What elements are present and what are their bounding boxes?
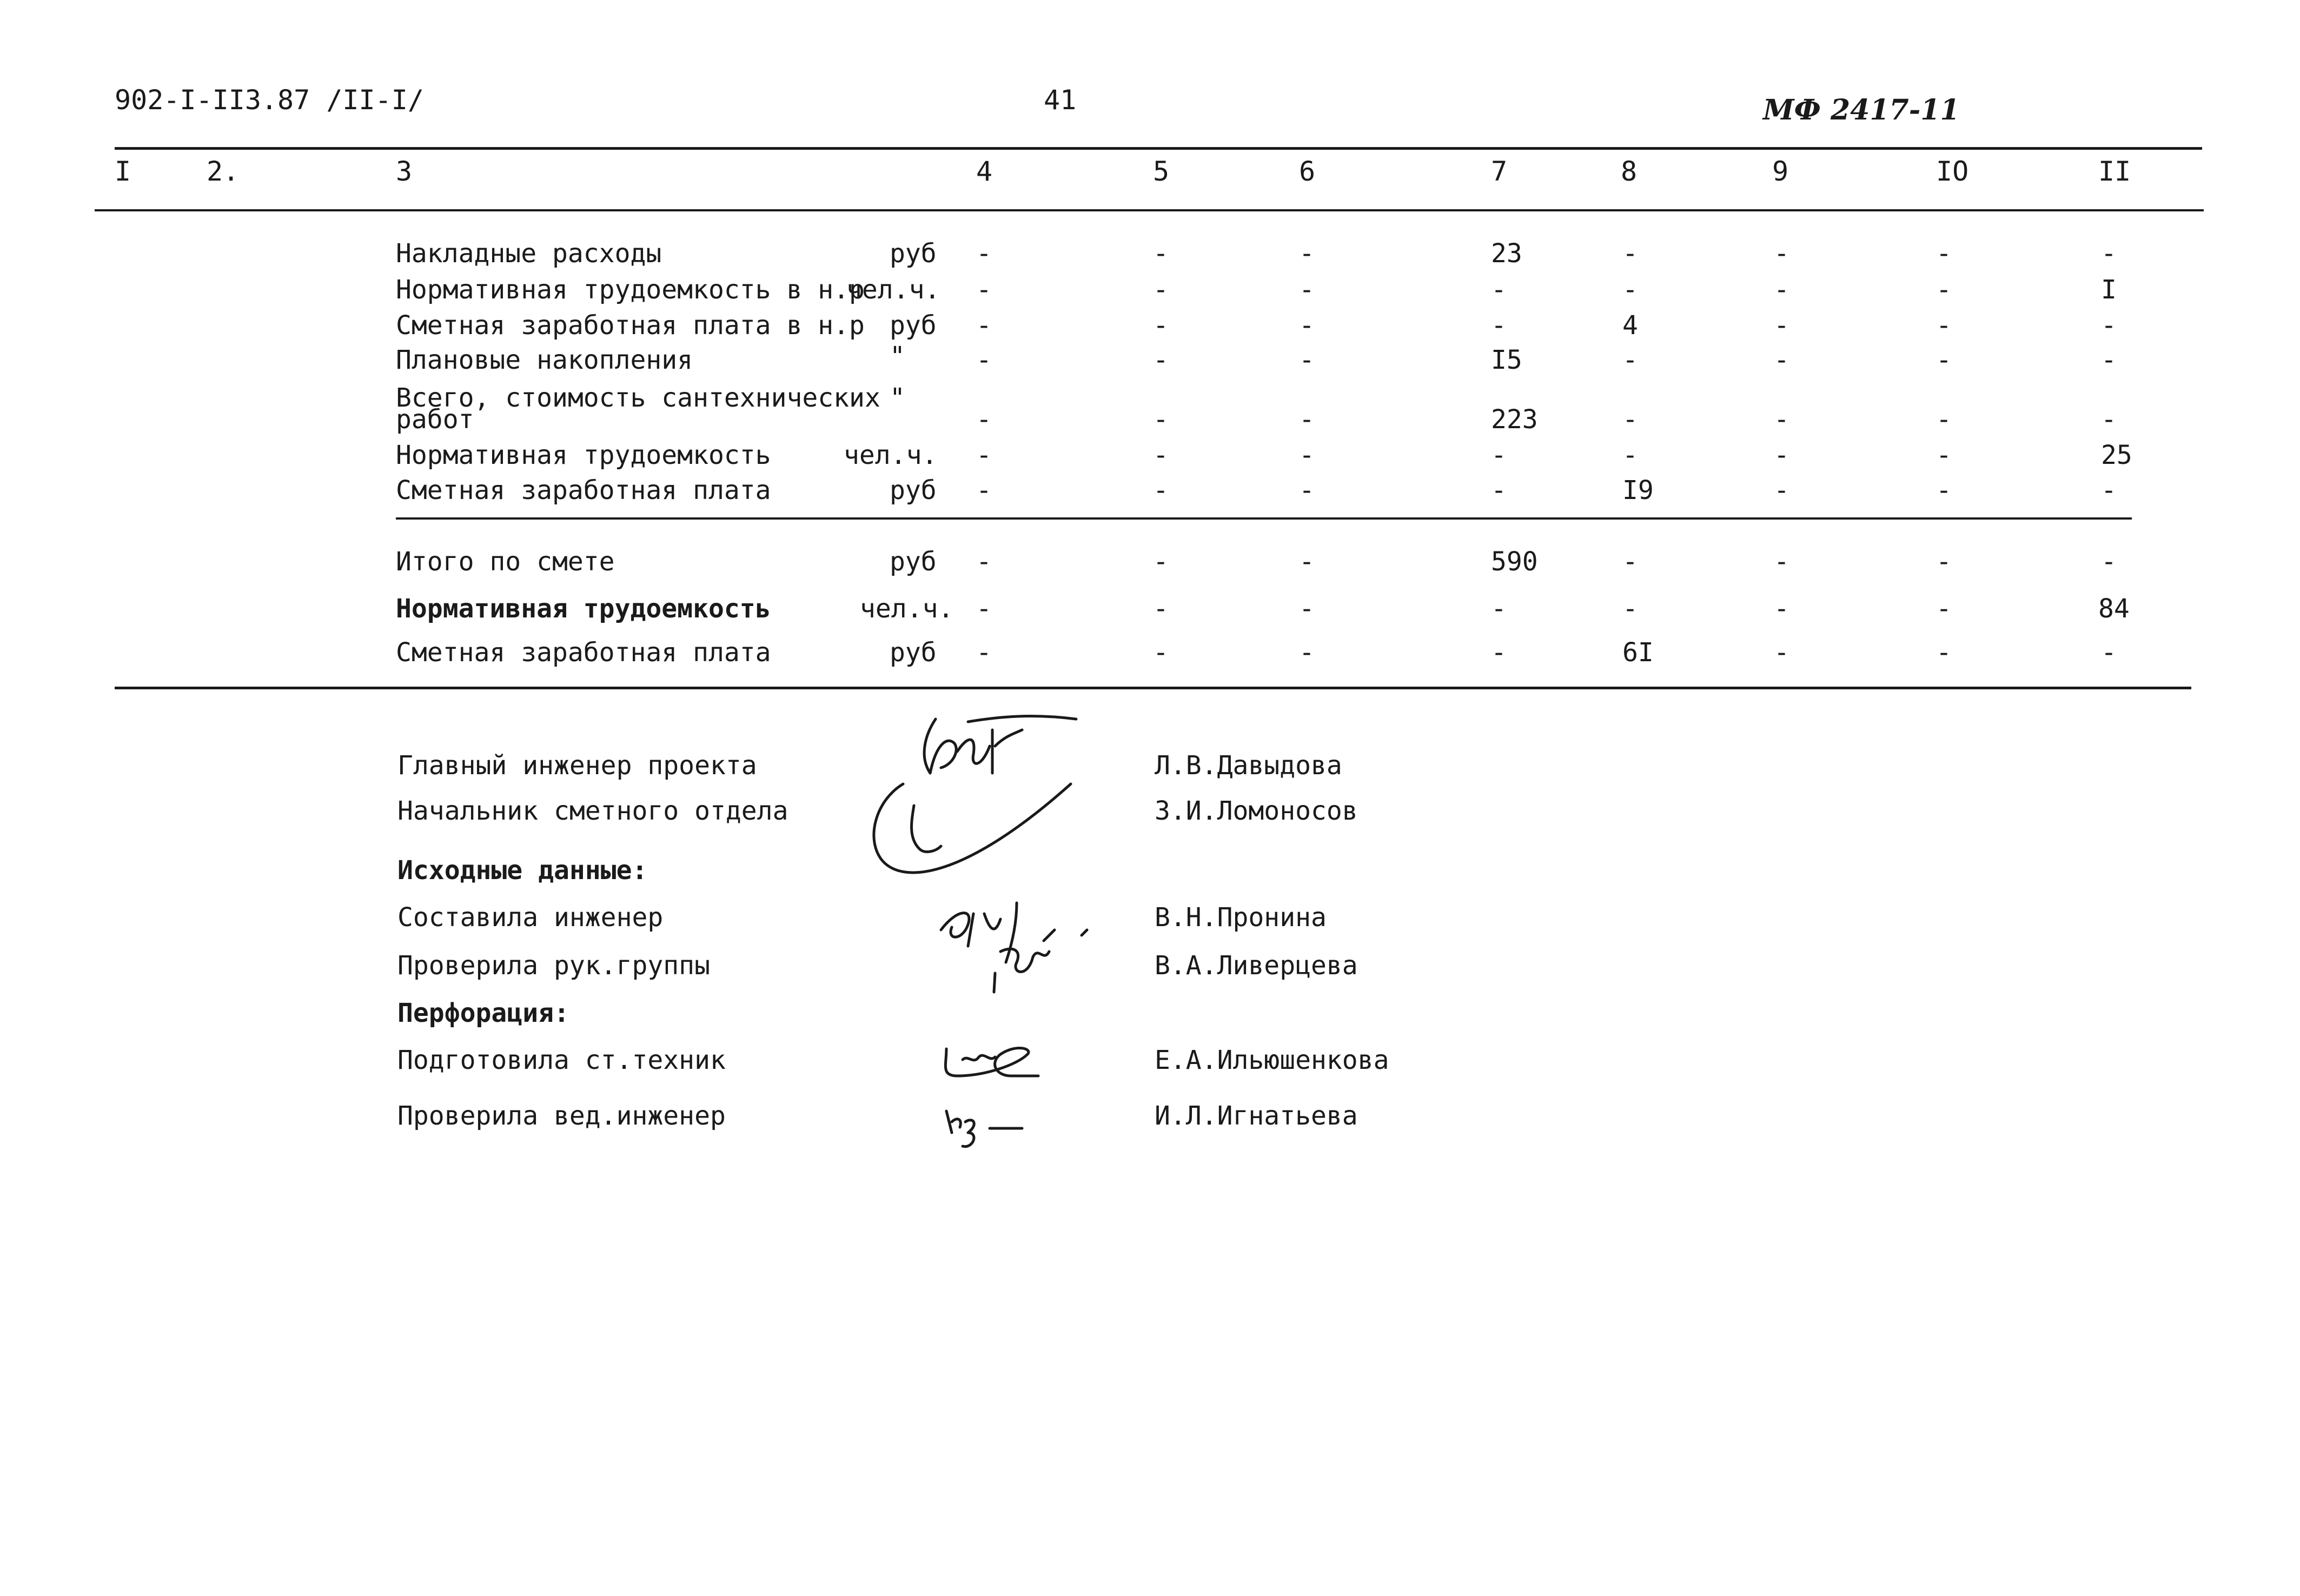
cell: -: [1299, 310, 1315, 341]
signature-name: З.И.Ломоносов: [1155, 796, 1358, 826]
cell: 4: [1622, 310, 1638, 341]
row-label-continued: работ: [396, 404, 474, 435]
signature-name: Е.А.Ильюшенкова: [1155, 1045, 1389, 1075]
row-unit: чел.ч.: [846, 275, 940, 305]
cell: -: [1153, 404, 1169, 435]
cell: 6I: [1622, 637, 1654, 668]
cell: -: [2101, 238, 2117, 269]
row-unit: руб: [890, 310, 937, 341]
cell: -: [1622, 404, 1638, 435]
cell: I: [2101, 275, 2117, 305]
cell: -: [976, 637, 992, 668]
cell: -: [2101, 547, 2117, 577]
cell: -: [1299, 275, 1315, 305]
cell: -: [1299, 594, 1315, 624]
cell: -: [1936, 440, 1952, 470]
cell: I5: [1491, 345, 1522, 375]
cell: -: [1774, 310, 1789, 341]
cell: -: [1153, 310, 1169, 341]
cell: -: [1299, 637, 1315, 668]
cell: -: [976, 275, 992, 305]
cell: -: [1299, 238, 1315, 269]
cell: -: [1299, 345, 1315, 375]
cell: -: [1491, 310, 1507, 341]
cell: -: [1936, 275, 1952, 305]
row-unit: чел.ч.: [844, 440, 938, 470]
cell: 590: [1491, 547, 1538, 577]
row-unit: чел.ч.: [860, 594, 954, 624]
cell: -: [2101, 404, 2117, 435]
cell: -: [2101, 310, 2117, 341]
signature-role: Главный инженер проекта: [397, 750, 757, 781]
row-unit: руб: [890, 637, 937, 668]
cell: -: [1491, 275, 1507, 305]
page-number: 41: [1044, 84, 1077, 116]
row-unit: ": [890, 383, 905, 413]
handwritten-code: МФ 2417-11: [1763, 94, 1960, 127]
cell: -: [1936, 547, 1952, 577]
chief-engineer-signature: [860, 714, 1087, 897]
row-label: Всего, стоимость сантехнических: [396, 383, 880, 413]
row-label: Нормативная трудоемкость: [396, 440, 771, 470]
cell: -: [1936, 594, 1952, 624]
cell: -: [976, 594, 992, 624]
cell: -: [976, 345, 992, 375]
row-label: Итого по смете: [396, 547, 615, 577]
row-label: Сметная заработная плата в н.р: [396, 310, 865, 341]
cell: -: [1491, 475, 1507, 506]
cell: I9: [1622, 475, 1654, 506]
signature-name: Л.В.Давыдова: [1155, 750, 1342, 781]
cell: -: [1774, 547, 1789, 577]
cell: 25: [2101, 440, 2132, 470]
signature-role: Начальник сметного отдела: [397, 796, 788, 826]
row-unit: ": [890, 341, 905, 371]
cell: -: [1622, 547, 1638, 577]
column-header: 5: [1153, 156, 1170, 187]
header-rule: [95, 209, 2204, 211]
technician-signature: [936, 1033, 1044, 1098]
cell: -: [976, 440, 992, 470]
cell: 23: [1491, 238, 1522, 269]
cell: -: [1936, 238, 1952, 269]
cell: 223: [1491, 404, 1538, 435]
signature-role: Проверила вед.инженер: [397, 1101, 726, 1131]
signature-name: И.Л.Игнатьева: [1155, 1101, 1358, 1131]
cell: -: [1299, 547, 1315, 577]
cell: -: [1774, 475, 1789, 506]
cell: -: [1774, 594, 1789, 624]
signature-role: Составила инженер: [397, 902, 664, 933]
cell: -: [1774, 238, 1789, 269]
subtotal-rule: [396, 517, 2132, 520]
cell: -: [2101, 475, 2117, 506]
column-header: 9: [1772, 156, 1789, 187]
cell: -: [1299, 475, 1315, 506]
cell: -: [1153, 637, 1169, 668]
cell: -: [1774, 404, 1789, 435]
cell: -: [1622, 594, 1638, 624]
signature-role: Подготовила ст.техник: [397, 1045, 726, 1075]
cell: -: [1936, 310, 1952, 341]
signature-role: Проверила рук.группы: [397, 950, 710, 981]
row-label: Плановые накопления: [396, 345, 693, 375]
cell: -: [1622, 345, 1638, 375]
cell: -: [1936, 475, 1952, 506]
cell: -: [1153, 238, 1169, 269]
row-label: Сметная заработная плата: [396, 475, 771, 506]
cell: -: [976, 547, 992, 577]
cell: -: [1491, 594, 1507, 624]
document-code: 902-I-II3.87 /II-I/: [115, 84, 424, 116]
cell: -: [976, 310, 992, 341]
cell: -: [1153, 547, 1169, 577]
signature-name: В.А.Ливерцева: [1155, 950, 1358, 981]
cell: -: [1774, 637, 1789, 668]
cell: -: [976, 238, 992, 269]
top-rule: [115, 147, 2202, 150]
cell: -: [976, 475, 992, 506]
row-unit: руб: [890, 475, 937, 506]
cell: -: [1491, 637, 1507, 668]
cell: -: [1153, 275, 1169, 305]
row-label: Сметная заработная плата: [396, 637, 771, 668]
signature-name: В.Н.Пронина: [1155, 902, 1327, 933]
cell: -: [1153, 345, 1169, 375]
cell: -: [1153, 475, 1169, 506]
row-unit: руб: [890, 547, 937, 577]
cell: -: [1491, 440, 1507, 470]
cell: -: [1153, 594, 1169, 624]
cell: 84: [2098, 594, 2130, 624]
cell: -: [1936, 345, 1952, 375]
bottom-rule: [115, 687, 2191, 689]
column-header: IO: [1936, 156, 1969, 187]
lead-engineer-signature: [941, 1100, 1033, 1154]
row-label: Нормативная трудоемкость в н.р: [396, 275, 865, 305]
column-header: I: [115, 156, 131, 187]
cell: -: [1153, 440, 1169, 470]
row-label: Накладные расходы: [396, 238, 662, 269]
column-header: 3: [396, 156, 413, 187]
cell: -: [1622, 440, 1638, 470]
cell: -: [1774, 440, 1789, 470]
column-header: 8: [1621, 156, 1638, 187]
column-header: 2.: [207, 156, 240, 187]
cell: -: [976, 404, 992, 435]
cell: -: [1936, 637, 1952, 668]
cell: -: [1774, 345, 1789, 375]
cell: -: [1622, 275, 1638, 305]
row-label: Нормативная трудоемкость: [396, 594, 771, 624]
column-header: 6: [1299, 156, 1316, 187]
section-label: Исходные данные:: [397, 855, 648, 886]
cell: -: [1774, 275, 1789, 305]
column-header: II: [2098, 156, 2131, 187]
cell: -: [2101, 345, 2117, 375]
cell: -: [1299, 440, 1315, 470]
cell: -: [2101, 637, 2117, 668]
section-label: Перфорация:: [397, 998, 569, 1028]
estimator-signature: [936, 897, 1098, 995]
column-header: 7: [1491, 156, 1508, 187]
cell: -: [1299, 404, 1315, 435]
row-unit: руб: [890, 238, 937, 269]
cell: -: [1622, 238, 1638, 269]
column-header: 4: [976, 156, 993, 187]
cell: -: [1936, 404, 1952, 435]
